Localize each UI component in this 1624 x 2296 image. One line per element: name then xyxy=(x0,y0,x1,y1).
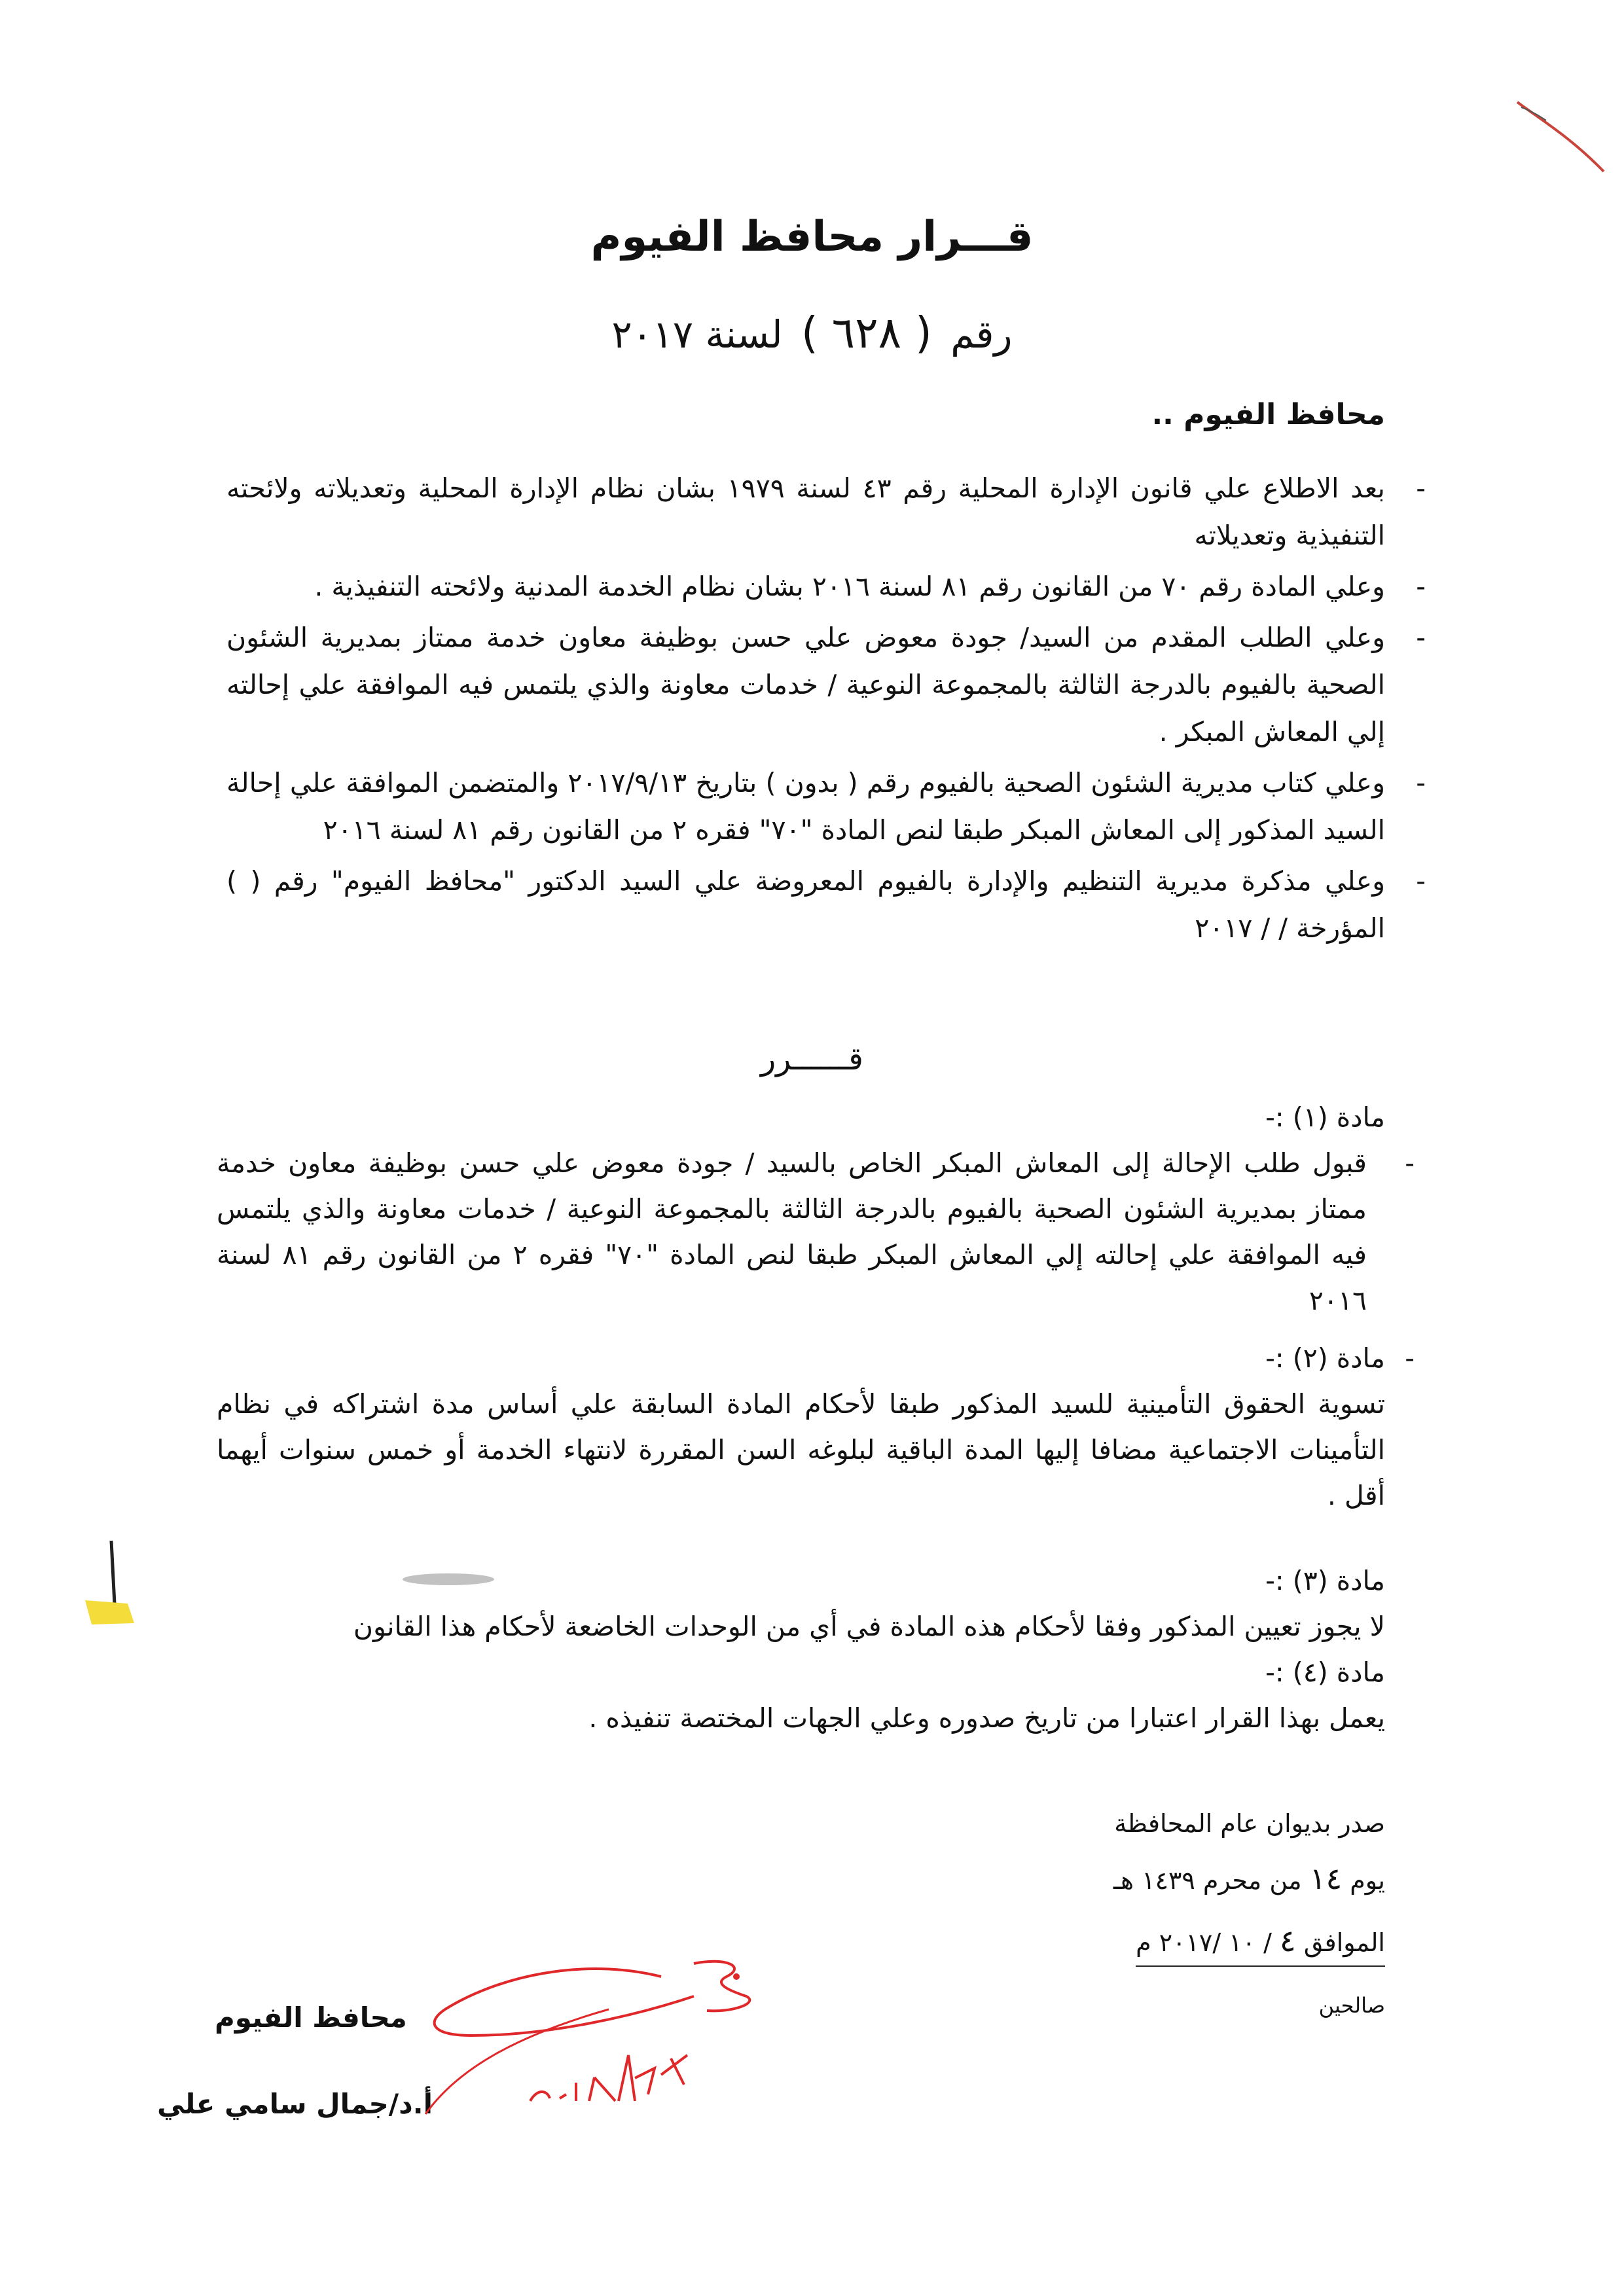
gregorian-rest: / ١٠ /٢٠١٧ م xyxy=(1136,1928,1272,1957)
ink-smudge xyxy=(399,1570,497,1589)
red-signature-icon xyxy=(419,1937,825,2134)
day-handwritten: ١٤ xyxy=(1309,1861,1343,1896)
hijri-rest: من محرم ١٤٣٩ هـ xyxy=(1113,1866,1302,1895)
articles-section xyxy=(217,1094,1385,1741)
article-2-body: تسوية الحقوق التأمينية للسيد المذكور طبقا لأحكام المادة السابقة علي أساس مدة اشتراكه في نظام التأمينات الاجتماعية مضافا إليها المدة الباقية لبلوغه السن المقررة لانتهاء الخدمة أو خمس سنوات أيهما أقل . xyxy=(217,1388,1385,1511)
governor-heading: محافظ الفيوم .. xyxy=(1151,398,1385,431)
number-prefix: رقم xyxy=(950,312,1013,357)
article-1-body: - قبول طلب الإحالة إلى المعاش المبكر الخاص بالسيد / جودة معوض علي حسن بوظيفة معاون خدمة ممتاز بمديرية الشئون الصحية بالفيوم بالدرجة الثالثة بالمجموعة النوعية / خدمات معاونة والذي يلتمس فيه الموافقة علي إحالته إلي المعاش المبكر طبقا لنص المادة "٧٠" فقره ٢ من القانون رقم ٨١ لسنة ٢٠١٦ xyxy=(217,1140,1385,1323)
gregorian-label: الموافق xyxy=(1303,1928,1385,1957)
article-1-heading: مادة (١) :- xyxy=(1265,1102,1385,1133)
issuance-block xyxy=(1113,1803,1385,2026)
decided-heading: قــــــرر xyxy=(761,1041,863,1077)
whereas-clause: - وعلي مذكرة مديرية التنظيم والإدارة بالفيوم المعروضة علي السيد الدكتور "محافظ الفيوم" رقم ( ) المؤرخة / / ٢٠١٧ xyxy=(226,857,1385,952)
whereas-clause: - بعد الاطلاع علي قانون الإدارة المحلية رقم ٤٣ لسنة ١٩٧٩ بشان نظام الإدارة المحلية وتعديلاته ولائحته التنفيذية وتعديلاته xyxy=(226,465,1385,559)
clerk-initials: صالحين xyxy=(1318,1993,1385,2018)
article-4-body: يعمل بهذا القرار اعتبارا من تاريخ صدوره وعلي الجهات المختصة تنفيذه . xyxy=(588,1702,1385,1734)
hijri-date xyxy=(1113,1858,1385,1901)
decree-title: قـــرار محافظ الفيوم xyxy=(590,213,1034,261)
decree-year: لسنة ٢٠١٧ xyxy=(611,312,783,357)
whereas-clause: - وعلي المادة رقم ٧٠ من القانون رقم ٨١ لسنة ٢٠١٦ بشان نظام الخدمة المدنية ولائحته التنفيذية . xyxy=(226,563,1385,610)
article-2-heading: - مادة (٢) :- xyxy=(217,1335,1385,1381)
whereas-clauses xyxy=(226,465,1385,956)
margin-marker-icon xyxy=(72,1538,144,1643)
signatory-title: محافظ الفيوم xyxy=(215,2001,407,2034)
day-label: يوم xyxy=(1350,1866,1385,1895)
article-4-heading: مادة (٤) :- xyxy=(1265,1657,1385,1688)
article-3-heading: مادة (٣) :- xyxy=(1265,1565,1385,1596)
signatory-name: أ.د/جمال سامي علي xyxy=(157,2088,433,2120)
gregorian-day-handwritten: ٤ xyxy=(1280,1923,1296,1958)
decree-number-handwritten: ( ٦٢٨ ) xyxy=(801,308,932,358)
decree-number-line xyxy=(0,308,1624,358)
issuance-place: صدر بديوان عام المحافظة xyxy=(1114,1809,1385,1838)
whereas-clause: - وعلي كتاب مديرية الشئون الصحية بالفيوم رقم ( بدون ) بتاريخ ٢٠١٧/٩/١٣ والمتضمن الموافقة علي إحالة السيد المذكور إلى المعاش المبكر طبقا لنص المادة "٧٠" فقره ٢ من القانون رقم ٨١ لسنة ٢٠١٦ xyxy=(226,759,1385,853)
corner-scribble-mark xyxy=(1512,98,1610,177)
whereas-clause: - وعلي الطلب المقدم من السيد/ جودة معوض علي حسن بوظيفة معاون خدمة ممتاز بمديرية الشئون الصحية بالفيوم بالدرجة الثالثة بالمجموعة النوعية / خدمات معاونة والذي يلتمس فيه الموافقة علي إحالته إلي المعاش المبكر . xyxy=(226,614,1385,755)
gregorian-date xyxy=(1136,1920,1385,1967)
article-3-body: لا يجوز تعيين المذكور وفقا لأحكام هذه المادة في أي من الوحدات الخاضعة لأحكام هذا القانون xyxy=(353,1611,1385,1642)
